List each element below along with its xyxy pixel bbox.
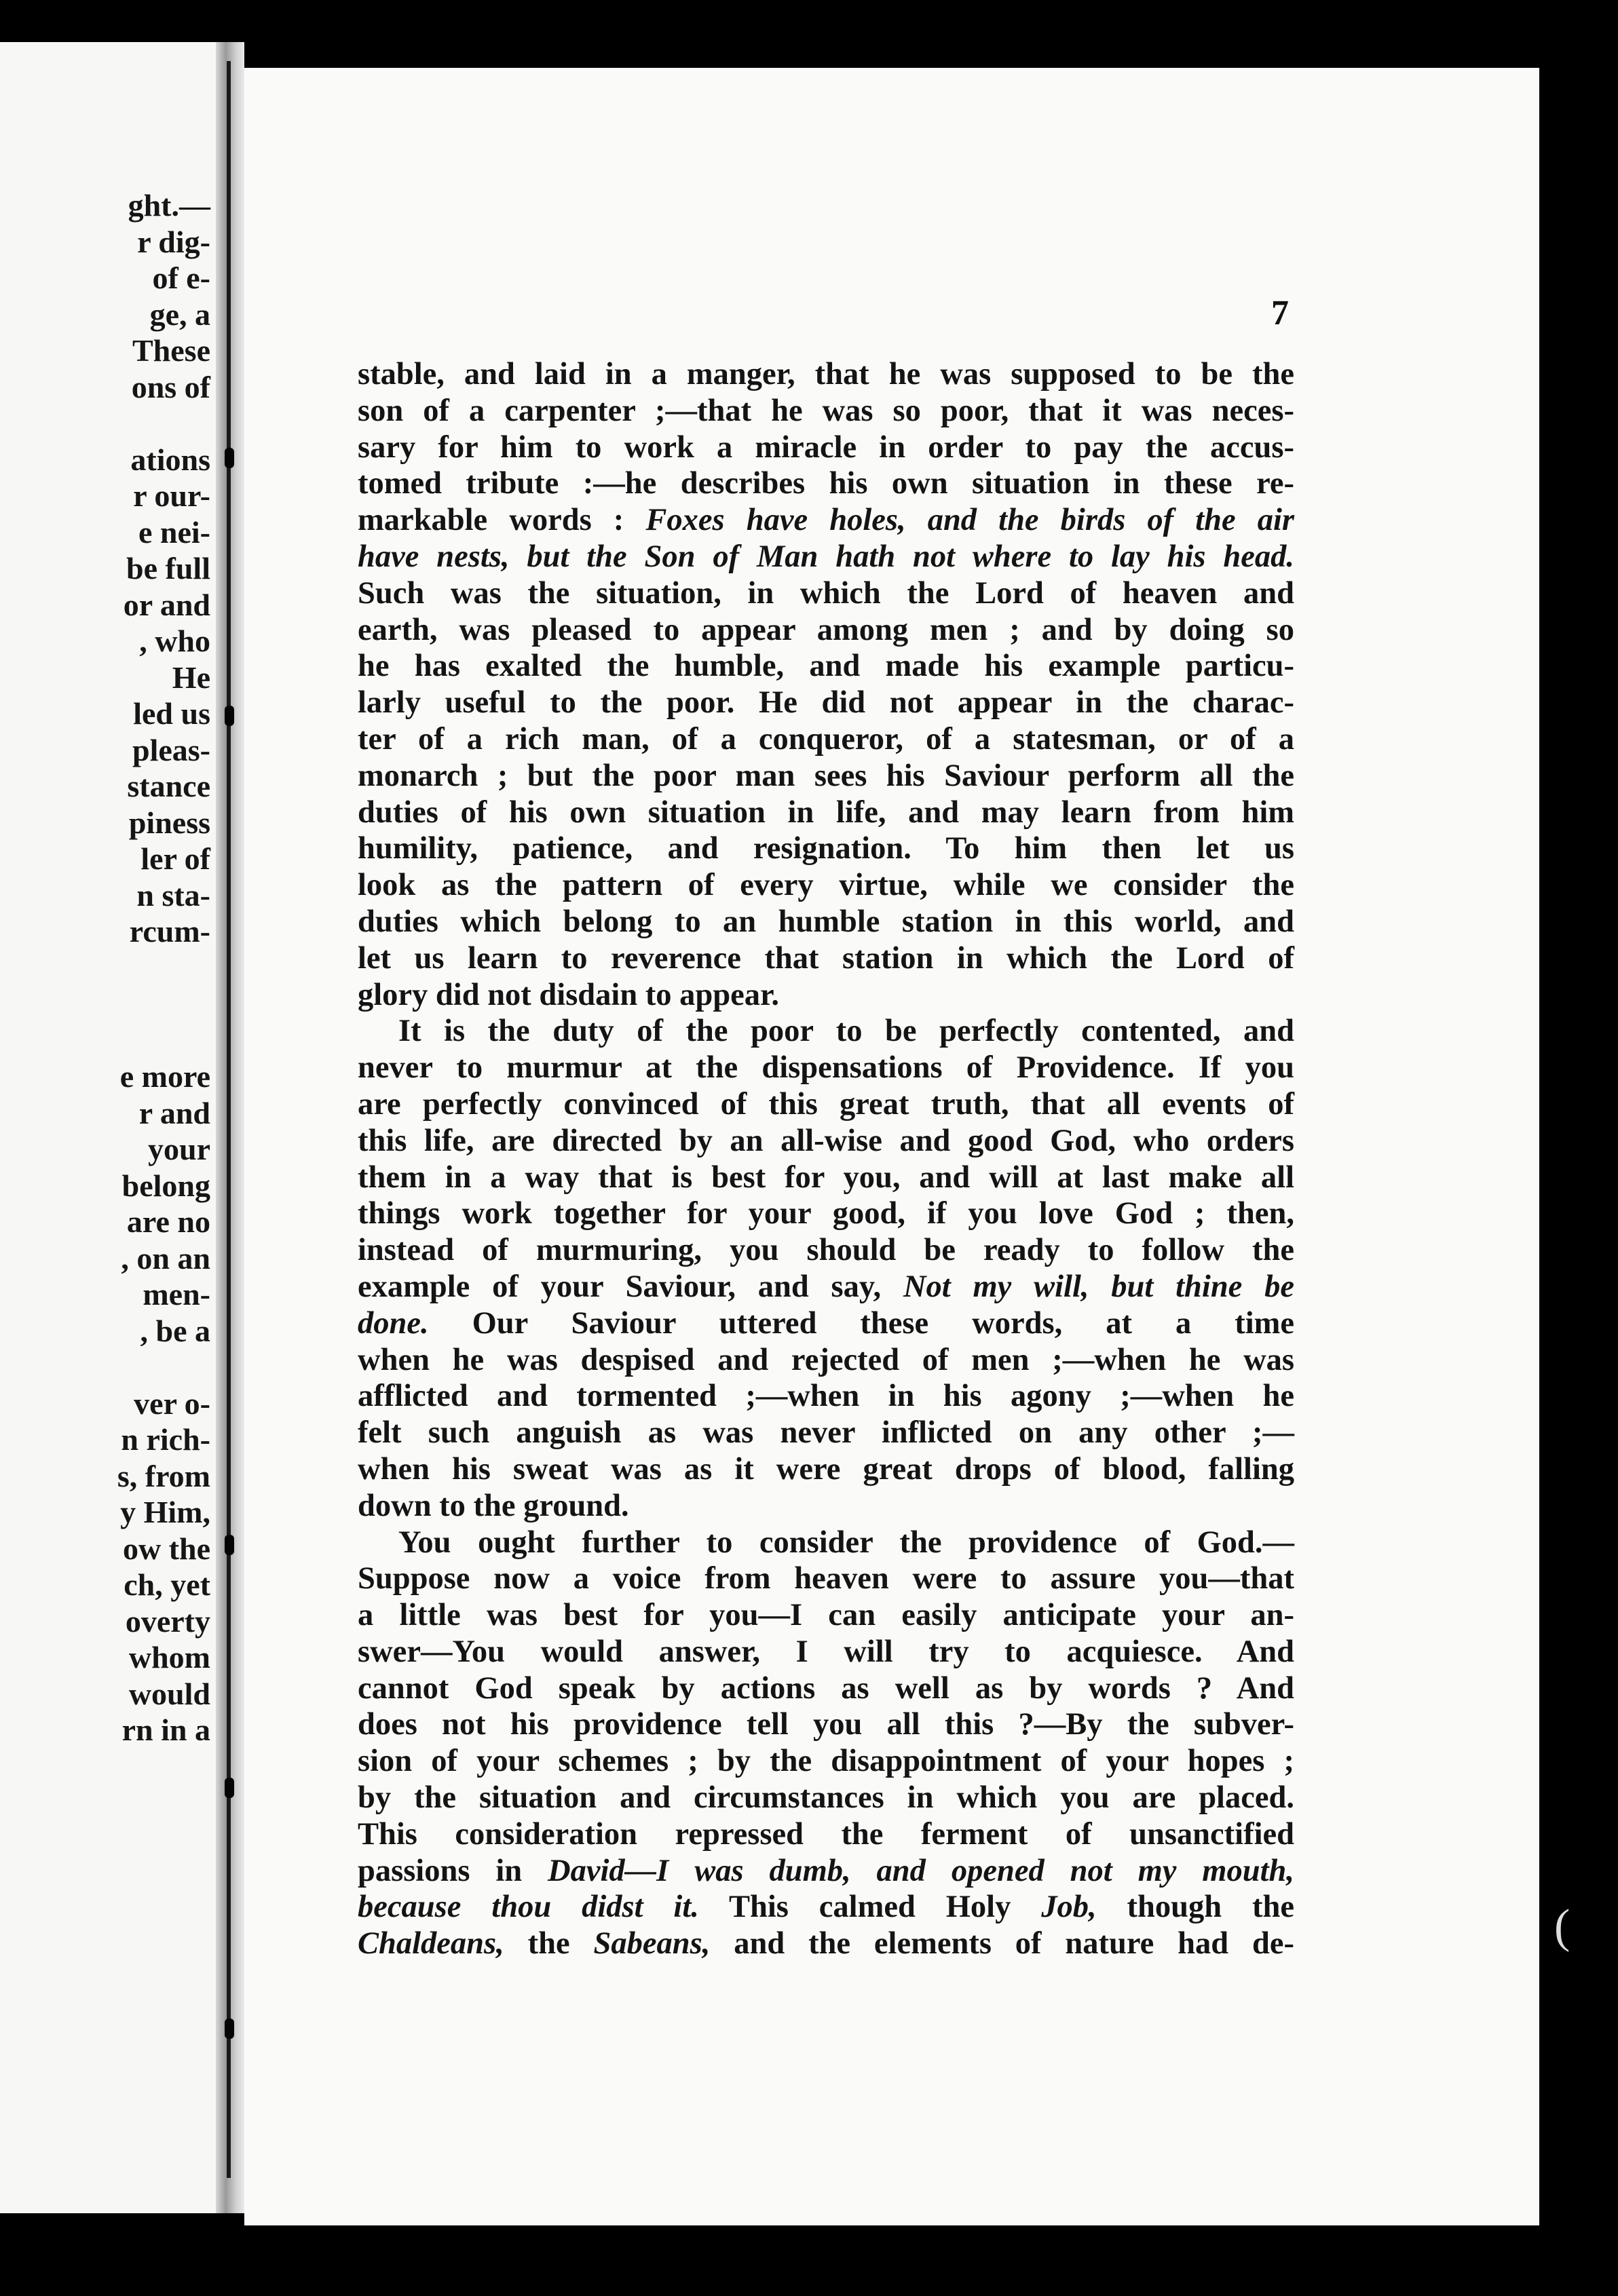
- spine-binding: [227, 61, 231, 2178]
- facing-page-fragment: ations: [130, 442, 210, 477]
- text-line: It is the duty of the poor to be perfectly contented, and: [398, 1014, 1294, 1049]
- facing-page-fragment: [7, 986, 210, 1022]
- text-line: never to murmur at the dispensations of Providence. If you: [358, 1050, 1294, 1086]
- text-line: larly useful to the poor. He did not appear in the charac-: [358, 685, 1294, 721]
- facing-page-fragment: ght.—: [128, 188, 210, 223]
- facing-page-text-fragments: [7, 42, 210, 1748]
- text-line: when his sweat was as it were great drops of blood, falling: [358, 1451, 1294, 1487]
- text-line: he has exalted the humble, and made his example particu-: [358, 649, 1294, 684]
- text-line: cannot God speak by actions as well as by words ? And: [358, 1670, 1294, 1706]
- facing-page-fragment: y Him,: [120, 1495, 210, 1529]
- text-line: because thou didst it. This calmed Holy Job, though the: [358, 1890, 1295, 1925]
- facing-page-fragment: r our-: [133, 478, 210, 513]
- text-line: down to the ground.: [358, 1488, 629, 1523]
- page-edge-curl: (: [1554, 1900, 1570, 1953]
- text-line: are perfectly convinced of this great truth, that all events of: [358, 1086, 1294, 1122]
- facing-page-fragment: whom: [128, 1640, 210, 1675]
- facing-page-fragment: These: [132, 333, 210, 368]
- facing-page-fragment: e more: [119, 1059, 210, 1094]
- text-line: this life, are directed by an all-wise and good God, who orders: [358, 1123, 1294, 1158]
- text-line: Chaldeans, the Sabeans, and the elements of nature had de-: [358, 1926, 1294, 1962]
- facing-page-fragment: ch, yet: [124, 1567, 210, 1602]
- facing-page-fragment: e nei-: [138, 514, 210, 550]
- facing-page-fragment: would: [128, 1676, 210, 1711]
- facing-page-fragment: stance: [127, 769, 210, 803]
- facing-page-fragment: [7, 79, 210, 115]
- binding-stitch: [225, 2018, 234, 2039]
- facing-page-fragment: rcum-: [129, 914, 210, 949]
- text-line: afflicted and tormented ;—when in his agony ;—when he: [358, 1379, 1294, 1414]
- text-line: them in a way that is best for you, and will at last make all: [358, 1160, 1294, 1195]
- text-line: things work together for your good, if you love God ; then,: [358, 1196, 1294, 1231]
- text-line: when he was despised and rejected of men ;—when he was: [358, 1342, 1294, 1377]
- text-line: look as the pattern of every virtue, while we consider the: [358, 868, 1294, 903]
- text-line: ter of a rich man, of a conqueror, of a statesman, or of a: [358, 721, 1294, 757]
- text-line: monarch ; but the poor man sees his Saviour perform all the: [358, 758, 1294, 793]
- facing-page-fragment: pleas-: [132, 732, 210, 767]
- facing-page-fragment: ge, a: [149, 296, 210, 332]
- text-line: sary for him to work a miracle in order to pay the accus-: [358, 429, 1294, 465]
- text-line: sion of your schemes ; by the disappointment of your hopes ;: [358, 1744, 1294, 1779]
- text-line: stable, and laid in a manger, that he was supposed to be the: [358, 357, 1294, 391]
- text-line: duties which belong to an humble station in this world, and: [358, 904, 1294, 939]
- binding-stitch: [225, 706, 234, 726]
- facing-page-fragment: are no: [126, 1204, 210, 1239]
- facing-page-fragment: piness: [128, 805, 210, 840]
- facing-page-fragment: of e-: [152, 261, 210, 295]
- text-line: felt such anguish as was never inflicted on any other ;—: [358, 1415, 1294, 1451]
- text-line: Such was the situation, in which the Lord of heaven and: [358, 575, 1294, 611]
- facing-page-fragment: ver o-: [134, 1385, 210, 1421]
- facing-page-fragment: your: [148, 1132, 210, 1166]
- facing-page-fragment: [7, 151, 210, 188]
- facing-page-fragment: n sta-: [136, 877, 210, 913]
- page-body-text: [358, 356, 1294, 1962]
- facing-page-fragment: [7, 950, 210, 987]
- facing-page-fragment: led us: [133, 696, 210, 731]
- facing-page-fragment: , who: [139, 624, 210, 658]
- facing-page-fragment: [7, 405, 210, 442]
- facing-page-fragment: belong: [121, 1168, 210, 1203]
- binding-stitch: [225, 448, 234, 468]
- text-line: Suppose now a voice from heaven were to assure you—that: [358, 1561, 1294, 1596]
- facing-page-fragment: be full: [126, 551, 210, 586]
- text-line: have nests, but the Son of Man hath not where to lay his head.: [358, 539, 1294, 574]
- facing-page-fragment: or and: [123, 587, 210, 622]
- facing-page-fragment: , be a: [140, 1313, 210, 1348]
- text-line: You ought further to consider the providence of God.—: [398, 1525, 1294, 1560]
- facing-page-fragment: n rich-: [121, 1422, 210, 1457]
- facing-page-fragment: [7, 115, 210, 151]
- facing-page-fragment: [7, 1349, 210, 1385]
- text-line: by the situation and circumstances in which you are placed.: [358, 1780, 1294, 1816]
- facing-page-fragment: , on an: [121, 1240, 210, 1276]
- facing-page-fragment: r and: [138, 1095, 210, 1130]
- page-number: 7: [1271, 294, 1289, 332]
- text-line: swer—You would answer, I will try to acquiesce. And: [358, 1634, 1294, 1669]
- text-line: instead of murmuring, you should be ready to follow the: [358, 1233, 1294, 1268]
- facing-page-fragment: s, from: [117, 1458, 210, 1493]
- text-line: humility, patience, and resignation. To him then let us: [358, 831, 1294, 866]
- facing-page-fragment: overty: [125, 1603, 210, 1639]
- text-line: markable words : Foxes have holes, and the birds of the air: [358, 503, 1294, 538]
- text-line: passions in David—I was dumb, and opened not my mouth,: [358, 1853, 1294, 1888]
- text-line: let us learn to reverence that station in which the Lord of: [358, 940, 1294, 976]
- text-line: example of your Saviour, and say, Not my will, but thine be: [358, 1269, 1295, 1304]
- binding-stitch: [225, 1535, 234, 1555]
- text-line: son of a carpenter ;—that he was so poor, that it was neces-: [358, 393, 1294, 428]
- facing-page-fragment: ons of: [131, 369, 210, 404]
- facing-page-fragment: He: [172, 659, 210, 695]
- facing-page-fragment: ow the: [122, 1531, 210, 1566]
- text-line: glory did not disdain to appear.: [358, 977, 780, 1012]
- text-line: This consideration repressed the ferment of unsanctified: [358, 1816, 1294, 1852]
- text-line: duties of his own situation in life, and may learn from him: [358, 795, 1294, 830]
- text-line: earth, was pleased to appear among men ; and by doing so: [358, 612, 1294, 647]
- facing-page-fragment: rn in a: [121, 1713, 210, 1747]
- facing-page-fragment: men-: [143, 1277, 210, 1312]
- binding-stitch: [225, 1778, 234, 1798]
- text-line: tomed tribute :—he describes his own situation in these re-: [358, 466, 1294, 501]
- facing-page-left: [0, 42, 217, 2213]
- facing-page-fragment: r dig-: [137, 224, 210, 259]
- facing-page-fragment: [7, 1022, 210, 1059]
- text-line: does not his providence tell you all this ?—By the subver-: [358, 1707, 1294, 1742]
- text-line: done. Our Saviour uttered these words, at a time: [358, 1305, 1294, 1341]
- facing-page-fragment: [7, 42, 210, 79]
- text-line: a little was best for you—I can easily anticipate your an-: [358, 1598, 1294, 1633]
- facing-page-fragment: ler of: [140, 841, 210, 876]
